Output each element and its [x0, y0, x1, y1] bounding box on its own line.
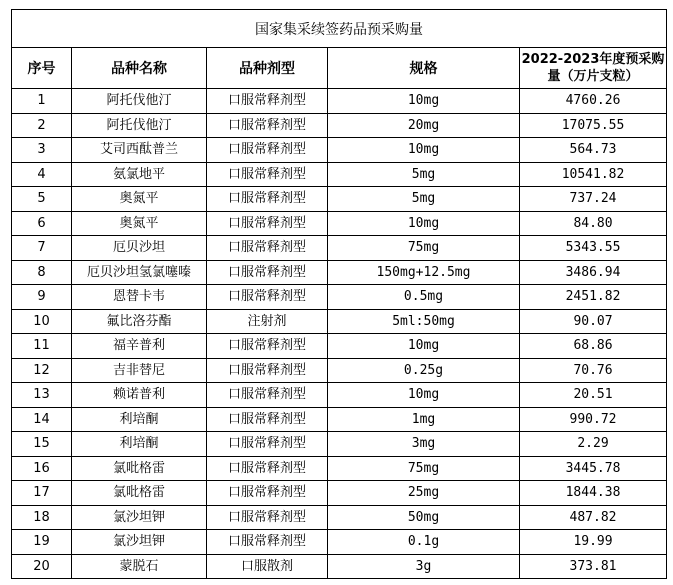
cell-dosage-form: 口服常释剂型 [207, 505, 328, 530]
cell-quantity: 487.82 [520, 505, 667, 530]
cell-drug-name: 厄贝沙坦氢氯噻嗪 [72, 260, 207, 285]
header-row [12, 48, 667, 89]
cell-index: 18 [12, 505, 72, 530]
cell-dosage-form: 口服常释剂型 [207, 432, 328, 457]
cell-quantity: 1844.38 [520, 481, 667, 506]
cell-drug-name: 恩替卡韦 [72, 285, 207, 310]
cell-index: 16 [12, 456, 72, 481]
cell-index: 20 [12, 554, 72, 579]
cell-dosage-form: 口服常释剂型 [207, 456, 328, 481]
cell-quantity: 5343.55 [520, 236, 667, 261]
cell-index: 13 [12, 383, 72, 408]
cell-dosage-form: 口服常释剂型 [207, 530, 328, 555]
cell-drug-name: 氯沙坦钾 [72, 505, 207, 530]
cell-dosage-form: 口服常释剂型 [207, 162, 328, 187]
cell-quantity: 19.99 [520, 530, 667, 555]
cell-drug-name: 厄贝沙坦 [72, 236, 207, 261]
cell-specification: 5mg [328, 162, 520, 187]
cell-dosage-form: 口服常释剂型 [207, 334, 328, 359]
cell-index: 6 [12, 211, 72, 236]
cell-specification: 5ml:50mg [328, 309, 520, 334]
table-row [12, 89, 667, 114]
cell-specification: 0.1g [328, 530, 520, 555]
cell-quantity: 84.80 [520, 211, 667, 236]
cell-index: 8 [12, 260, 72, 285]
header-spec: 规格 [328, 48, 520, 89]
table-row [12, 554, 667, 579]
header-quantity: 2022-2023年度预采购量（万片支粒） [520, 48, 667, 89]
cell-specification: 0.25g [328, 358, 520, 383]
cell-drug-name: 奥氮平 [72, 187, 207, 212]
cell-specification: 75mg [328, 456, 520, 481]
cell-drug-name: 氨氯地平 [72, 162, 207, 187]
cell-quantity: 68.86 [520, 334, 667, 359]
cell-index: 2 [12, 113, 72, 138]
cell-drug-name: 奥氮平 [72, 211, 207, 236]
cell-specification: 10mg [328, 211, 520, 236]
table-row [12, 285, 667, 310]
cell-quantity: 10541.82 [520, 162, 667, 187]
table-row [12, 260, 667, 285]
header-form: 品种剂型 [207, 48, 328, 89]
table-row [12, 334, 667, 359]
table-row [12, 236, 667, 261]
cell-quantity: 2.29 [520, 432, 667, 457]
header-name: 品种名称 [72, 48, 207, 89]
table-row [12, 407, 667, 432]
cell-index: 11 [12, 334, 72, 359]
cell-dosage-form: 口服常释剂型 [207, 89, 328, 114]
table-row [12, 309, 667, 334]
cell-drug-name: 阿托伐他汀 [72, 89, 207, 114]
cell-specification: 3mg [328, 432, 520, 457]
cell-quantity: 20.51 [520, 383, 667, 408]
header-index: 序号 [12, 48, 72, 89]
table-row [12, 432, 667, 457]
cell-drug-name: 利培酮 [72, 407, 207, 432]
cell-quantity: 373.81 [520, 554, 667, 579]
cell-dosage-form: 口服常释剂型 [207, 383, 328, 408]
cell-specification: 50mg [328, 505, 520, 530]
table-row [12, 162, 667, 187]
cell-quantity: 2451.82 [520, 285, 667, 310]
cell-quantity: 3486.94 [520, 260, 667, 285]
table-row [12, 456, 667, 481]
cell-drug-name: 利培酮 [72, 432, 207, 457]
cell-drug-name: 吉非替尼 [72, 358, 207, 383]
cell-quantity: 737.24 [520, 187, 667, 212]
cell-drug-name: 赖诺普利 [72, 383, 207, 408]
cell-dosage-form: 口服常释剂型 [207, 113, 328, 138]
cell-index: 3 [12, 138, 72, 163]
table-row [12, 138, 667, 163]
cell-dosage-form: 口服常释剂型 [207, 358, 328, 383]
cell-specification: 5mg [328, 187, 520, 212]
cell-specification: 1mg [328, 407, 520, 432]
table-row [12, 211, 667, 236]
title-row [12, 10, 667, 48]
cell-index: 1 [12, 89, 72, 114]
cell-dosage-form: 注射剂 [207, 309, 328, 334]
cell-quantity: 4760.26 [520, 89, 667, 114]
cell-specification: 3g [328, 554, 520, 579]
cell-specification: 0.5mg [328, 285, 520, 310]
cell-drug-name: 氯吡格雷 [72, 481, 207, 506]
cell-quantity: 90.07 [520, 309, 667, 334]
cell-drug-name: 福辛普利 [72, 334, 207, 359]
cell-quantity: 990.72 [520, 407, 667, 432]
cell-dosage-form: 口服散剂 [207, 554, 328, 579]
cell-specification: 150mg+12.5mg [328, 260, 520, 285]
cell-quantity: 564.73 [520, 138, 667, 163]
cell-dosage-form: 口服常释剂型 [207, 236, 328, 261]
cell-specification: 10mg [328, 383, 520, 408]
table-row [12, 187, 667, 212]
cell-drug-name: 氟比洛芬酯 [72, 309, 207, 334]
table-row [12, 481, 667, 506]
cell-specification: 10mg [328, 89, 520, 114]
cell-index: 5 [12, 187, 72, 212]
cell-dosage-form: 口服常释剂型 [207, 138, 328, 163]
cell-index: 9 [12, 285, 72, 310]
cell-index: 7 [12, 236, 72, 261]
cell-index: 15 [12, 432, 72, 457]
table-body [12, 89, 667, 579]
cell-specification: 10mg [328, 138, 520, 163]
cell-index: 14 [12, 407, 72, 432]
cell-drug-name: 艾司西酞普兰 [72, 138, 207, 163]
cell-specification: 20mg [328, 113, 520, 138]
cell-dosage-form: 口服常释剂型 [207, 187, 328, 212]
cell-index: 17 [12, 481, 72, 506]
cell-index: 10 [12, 309, 72, 334]
cell-dosage-form: 口服常释剂型 [207, 285, 328, 310]
cell-specification: 25mg [328, 481, 520, 506]
table-row [12, 530, 667, 555]
cell-index: 12 [12, 358, 72, 383]
table-row [12, 383, 667, 408]
procurement-table [11, 9, 667, 579]
table-title: 国家集采续签药品预采购量 [12, 10, 667, 48]
cell-drug-name: 阿托伐他汀 [72, 113, 207, 138]
cell-dosage-form: 口服常释剂型 [207, 407, 328, 432]
table-row [12, 113, 667, 138]
cell-index: 4 [12, 162, 72, 187]
table-row [12, 505, 667, 530]
cell-dosage-form: 口服常释剂型 [207, 211, 328, 236]
cell-quantity: 70.76 [520, 358, 667, 383]
cell-specification: 10mg [328, 334, 520, 359]
cell-drug-name: 蒙脱石 [72, 554, 207, 579]
cell-dosage-form: 口服常释剂型 [207, 260, 328, 285]
cell-quantity: 17075.55 [520, 113, 667, 138]
cell-specification: 75mg [328, 236, 520, 261]
cell-dosage-form: 口服常释剂型 [207, 481, 328, 506]
cell-drug-name: 氯沙坦钾 [72, 530, 207, 555]
cell-quantity: 3445.78 [520, 456, 667, 481]
cell-drug-name: 氯吡格雷 [72, 456, 207, 481]
table-row [12, 358, 667, 383]
cell-index: 19 [12, 530, 72, 555]
